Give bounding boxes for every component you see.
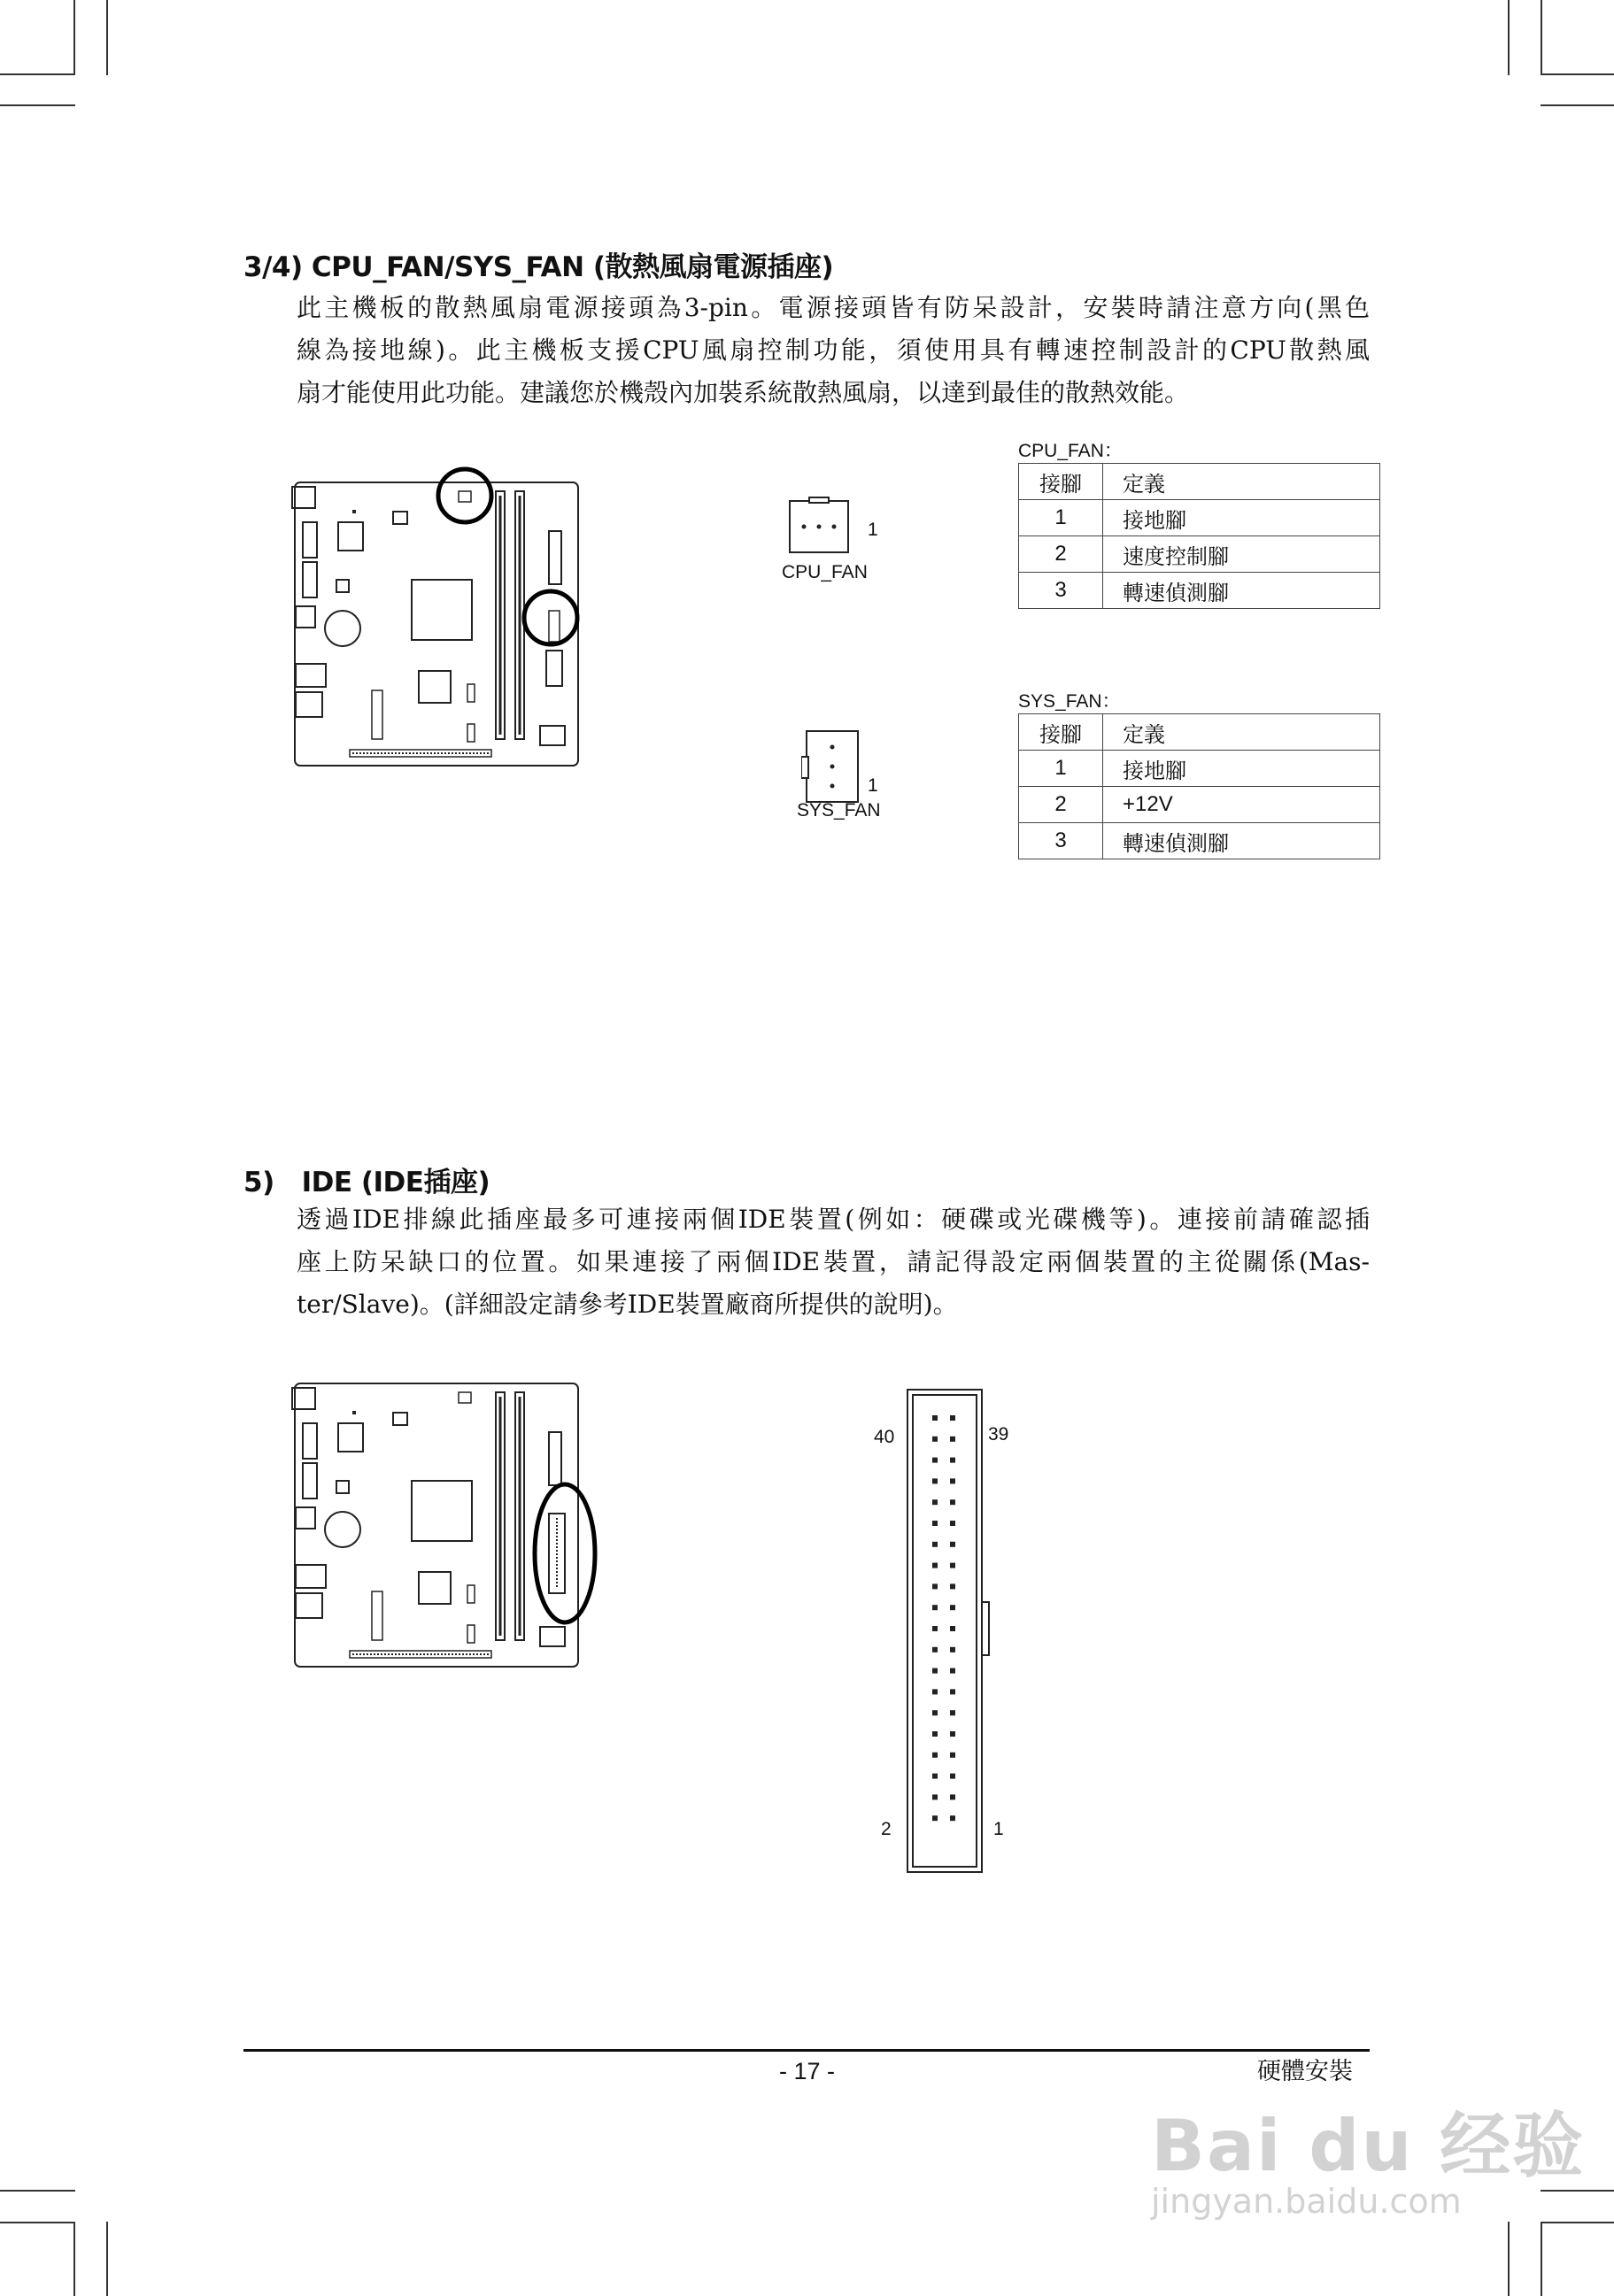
ide-pin [932, 1731, 938, 1737]
ide-pin [950, 1626, 955, 1631]
ide-pin [950, 1774, 955, 1779]
pin-number: 3 [1019, 573, 1103, 609]
cpu-fan-connector [784, 496, 854, 558]
table-row [1019, 787, 1380, 823]
ide-description-line: 透過IDE排線此插座最多可連接兩個IDE裝置(例如：硬碟或光碟機等)。連接前請確認插 [297, 1205, 1370, 1234]
table-row [1019, 823, 1380, 859]
ide-pin [932, 1605, 938, 1610]
pin-definition: 接地腳 [1103, 500, 1380, 536]
ide-pin [950, 1563, 955, 1568]
ide-pin [932, 1710, 938, 1715]
ide-pin [932, 1626, 938, 1631]
pin-number: 1 [1019, 500, 1103, 536]
crop-mark [106, 0, 108, 75]
cpu-fan-pin-table [1018, 463, 1380, 609]
ide-pin [932, 1542, 938, 1547]
crop-mark [73, 0, 75, 75]
ide-pin [950, 1521, 955, 1526]
ide-pin [932, 1478, 938, 1483]
ide-pin [950, 1605, 955, 1610]
ide-pin [932, 1647, 938, 1653]
ide-pin [950, 1499, 955, 1505]
ide-pin-39-label: 39 [988, 1424, 1009, 1445]
definition-header: 定義 [1103, 714, 1380, 751]
ide-pin [950, 1478, 955, 1483]
crop-mark [1541, 2222, 1542, 2296]
motherboard-diagram-fan [283, 460, 593, 770]
ide-pin [932, 1499, 938, 1505]
table-row [1019, 500, 1380, 536]
pin-definition: +12V [1103, 787, 1380, 823]
sys-fan-connector [801, 726, 863, 805]
table-row [1019, 751, 1380, 787]
page-number: - 17 - [779, 2058, 836, 2084]
fan-section-heading: 3/4) CPU_FAN/SYS_FAN (散熱風扇電源插座) [243, 251, 834, 283]
crop-mark [106, 2222, 108, 2296]
fan-description-line: 此主機板的散熱風扇電源接頭為3-pin。電源接頭皆有防呆設計，安裝時請注意方向(黑色 [297, 293, 1370, 322]
table-header-row [1019, 464, 1380, 500]
crop-mark [1541, 2222, 1614, 2223]
ide-pin [932, 1437, 938, 1442]
motherboard-diagram-ide [283, 1363, 620, 1673]
ide-pin [950, 1458, 955, 1463]
table-row [1019, 536, 1380, 573]
sys-fan-pin-one-label: 1 [868, 775, 878, 796]
crop-mark [1541, 0, 1542, 75]
cpu-fan-pin-one-label: 1 [868, 520, 878, 540]
ide-pin [932, 1521, 938, 1526]
ide-pin [950, 1437, 955, 1442]
crop-mark [1508, 2222, 1510, 2296]
ide-pin [950, 1647, 955, 1653]
fan-section-description [297, 287, 1370, 414]
ide-pin [950, 1415, 955, 1421]
pin-number: 2 [1019, 536, 1103, 573]
ide-pin [932, 1563, 938, 1568]
pin-definition: 速度控制腳 [1103, 536, 1380, 573]
crop-mark [0, 2190, 75, 2192]
ide-section-description [297, 1198, 1370, 1326]
crop-mark [0, 2222, 75, 2223]
ide-pin [932, 1668, 938, 1674]
ide-pin [950, 1815, 955, 1821]
ide-pin [932, 1583, 938, 1589]
ide-connector [903, 1385, 992, 1876]
ide-description-line: ter/Slave)。(詳細設定請參考IDE裝置廠商所提供的說明)。 [297, 1290, 958, 1319]
ide-pin [950, 1542, 955, 1547]
ide-pin [932, 1774, 938, 1779]
ide-pin [950, 1753, 955, 1758]
ide-description-line: 座上防呆缺口的位置。如果連接了兩個IDE裝置，請記得設定兩個裝置的主從關係(Mas- [297, 1247, 1370, 1276]
pin-header: 接腳 [1019, 714, 1103, 751]
ide-pin [932, 1415, 938, 1421]
cpu-fan-table-title: CPU_FAN： [1018, 441, 1123, 461]
ide-pin-1-label: 1 [993, 1819, 1004, 1839]
definition-header: 定義 [1103, 464, 1380, 500]
ide-pin [950, 1731, 955, 1737]
ide-pin [950, 1583, 955, 1589]
ide-pin [932, 1689, 938, 1694]
ide-pin [950, 1794, 955, 1799]
crop-mark [1541, 73, 1614, 75]
sys-fan-pin-table [1018, 713, 1380, 859]
ide-pin [932, 1794, 938, 1799]
footer-rule [243, 2049, 1370, 2052]
table-row [1019, 573, 1380, 609]
ide-pin [950, 1710, 955, 1715]
pin-number: 1 [1019, 751, 1103, 787]
sys-fan-label: SYS_FAN [797, 800, 881, 821]
crop-mark [1508, 0, 1510, 75]
ide-pin-2-label: 2 [881, 1819, 892, 1839]
baidu-watermark-logo: Bai du 经验 [1151, 2105, 1586, 2187]
ide-section-heading: 5) IDE (IDE插座) [243, 1167, 490, 1198]
ide-pin [932, 1815, 938, 1821]
pin-header: 接腳 [1019, 464, 1103, 500]
footer-section-title: 硬體安裝 [1257, 2058, 1353, 2085]
pin-definition: 接地腳 [1103, 751, 1380, 787]
pin-number: 2 [1019, 787, 1103, 823]
pin-definition: 轉速偵測腳 [1103, 573, 1380, 609]
crop-mark [73, 2222, 75, 2296]
ide-pin [950, 1689, 955, 1694]
baidu-watermark-url: jingyan.baidu.com [1151, 2182, 1462, 2221]
pin-number: 3 [1019, 823, 1103, 859]
sys-fan-table-title: SYS_FAN： [1018, 691, 1121, 712]
ide-pin [932, 1458, 938, 1463]
pin-definition: 轉速偵測腳 [1103, 823, 1380, 859]
fan-description-line: 線為接地線)。此主機板支援CPU風扇控制功能，須使用具有轉速控制設計的CPU散熱風 [297, 335, 1370, 365]
crop-mark [1541, 104, 1614, 106]
fan-description-line: 扇才能使用此功能。建議您於機殼內加裝系統散熱風扇，以達到最佳的散熱效能。 [297, 378, 1190, 407]
crop-mark [0, 73, 75, 75]
ide-pin-40-label: 40 [874, 1427, 895, 1447]
table-header-row [1019, 714, 1380, 751]
ide-pin [950, 1668, 955, 1674]
ide-pin [932, 1753, 938, 1758]
crop-mark [0, 104, 75, 106]
cpu-fan-label: CPU_FAN [782, 562, 868, 582]
